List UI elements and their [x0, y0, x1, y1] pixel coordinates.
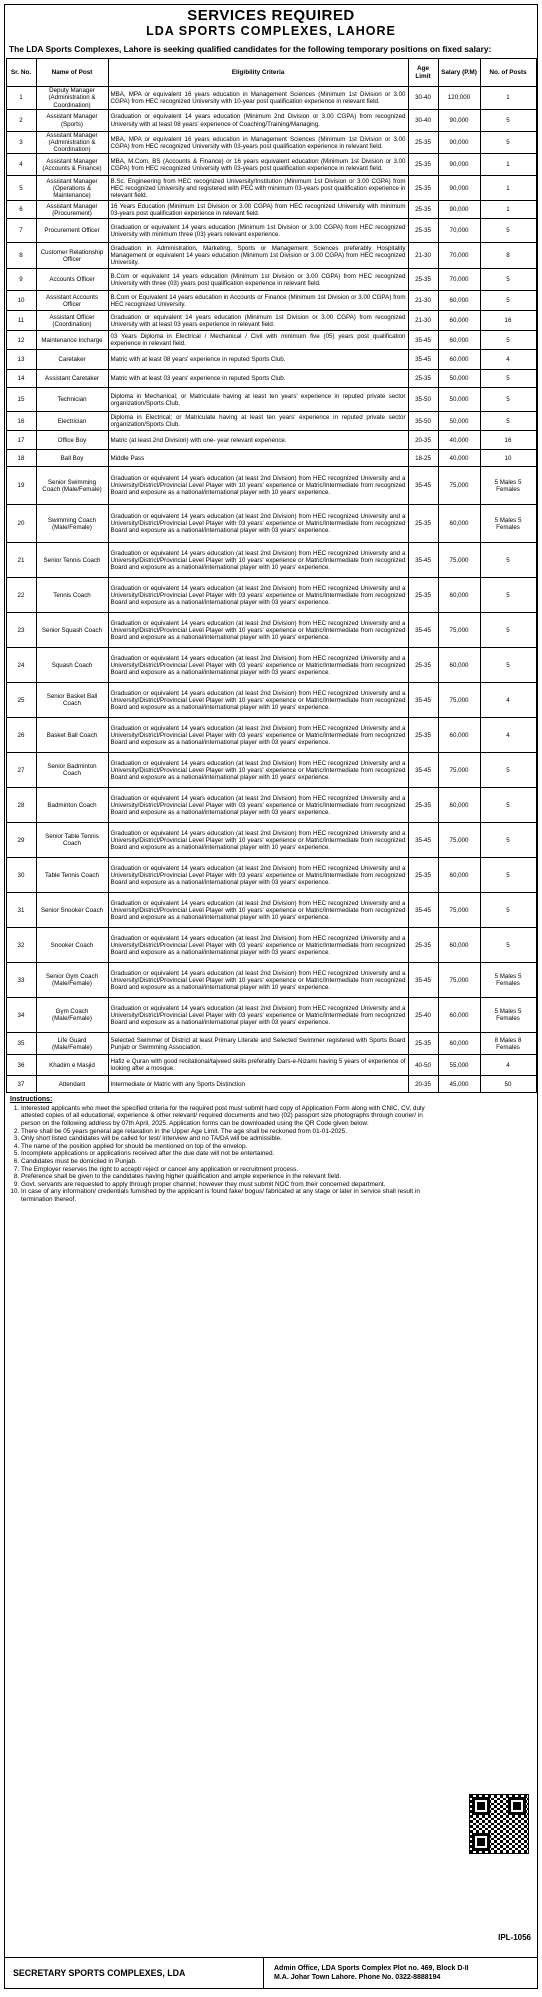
- cell-posts: 5: [480, 132, 536, 154]
- table-row: [6, 219, 536, 243]
- column-header-sr: Sr. No.: [6, 59, 36, 87]
- instruction-item: 8. Preference shall be given to the candidates having higher qualification and ample experience in the relevant field.: [21, 1173, 431, 1181]
- cell-criteria: Graduation or equivalent 14 years education (at least 2nd Division) from HEC recognized University and a University/District/Provincial Level Player with 10 years' experience or Matric/Intermediate from recognized Board and exposure as a national/international player with 10 years' experience.: [108, 963, 408, 998]
- cell-posts: 4: [480, 1055, 536, 1076]
- cell-sr: 4: [6, 154, 36, 176]
- cell-salary: 70,000: [438, 243, 480, 269]
- cell-post: Senior Swimming Coach (Male/Female): [36, 467, 108, 505]
- instructions: [5, 1093, 537, 1203]
- cell-criteria: Selected Swimmer of District at least Primary Literate and Selected Swimmer registered with Sports Board Punjab or Swimming Association.: [108, 1033, 408, 1055]
- cell-criteria: Graduation or equivalent 14 years education (at least 2nd Division) from HEC recognized University and a University/District/Provincial Level Player with 10 years' experience or Matric/Intermediate from recognized Board and exposure as a national/international player with 10 years' experience.: [108, 543, 408, 578]
- intro-text: The LDA Sports Complexes, Lahore is seeking qualified candidates for the following temporary positions on fixed salary:: [9, 44, 492, 54]
- cell-post: Assistant Caretaker: [36, 370, 108, 388]
- instruction-item: 9. Govt. servants are requested to apply through proper channel; however they must submit NOC from their concerned department.: [21, 1181, 431, 1189]
- cell-posts: 50: [480, 1076, 536, 1093]
- cell-sr: 23: [6, 613, 36, 648]
- cell-age: 35-45: [408, 467, 438, 505]
- cell-post: Deputy Manager (Administration & Coordination): [36, 87, 108, 110]
- cell-salary: 50,000: [438, 412, 480, 431]
- cell-sr: 10: [6, 291, 36, 311]
- table-row: [6, 1076, 536, 1093]
- cell-age: 35-50: [408, 388, 438, 412]
- cell-post: Senior Gym Coach (Male/Female): [36, 963, 108, 998]
- cell-post: Accounts Officer: [36, 269, 108, 291]
- cell-salary: 90,000: [438, 110, 480, 132]
- ipl-number: IPL-1056: [498, 1933, 531, 1942]
- cell-sr: 34: [6, 998, 36, 1033]
- cell-sr: 2: [6, 110, 36, 132]
- cell-posts: 5 Males 5 Females: [480, 963, 536, 998]
- cell-posts: 5: [480, 291, 536, 311]
- cell-posts: 5: [480, 893, 536, 928]
- cell-sr: 12: [6, 331, 36, 350]
- table-row: [6, 788, 536, 823]
- cell-salary: 75,000: [438, 753, 480, 788]
- cell-post: Life Guard (Male/Female): [36, 1033, 108, 1055]
- cell-salary: 75,000: [438, 823, 480, 858]
- cell-criteria: Graduation or equivalent 14 years education (at least 2nd Division) from HEC recognized University and a University/District/Provincial Level Player with 03 years' experience or Matric/Intermediate from recognized Board and exposure as a national/international player with 03 years' experience.: [108, 578, 408, 613]
- table-row: [6, 388, 536, 412]
- cell-posts: 5: [480, 928, 536, 963]
- cell-salary: 60,000: [438, 928, 480, 963]
- cell-sr: 35: [6, 1033, 36, 1055]
- cell-age: 25-35: [408, 370, 438, 388]
- cell-age: 25-35: [408, 1033, 438, 1055]
- table-row: [6, 291, 536, 311]
- instruction-item: 4. The name of the position applied for should be mentioned on top of the envelop.: [21, 1143, 431, 1151]
- cell-age: 25-35: [408, 269, 438, 291]
- cell-salary: 40,000: [438, 431, 480, 450]
- cell-criteria: Graduation or equivalent 14 years education (at least 2nd Division) from HEC recognized University and a University/District/Provincial Level Player with 03 years' experience or Matric/Intermediate from recognized Board and exposure as a national/international player with 03 years' experience.: [108, 718, 408, 753]
- cell-sr: 11: [6, 311, 36, 331]
- cell-criteria: Graduation or equivalent 14 years education (at least 2nd Division) from HEC recognized University and a University/District/Provincial Level Player with 10 years' experience or Matric/Intermediate from recognized Board and exposure as a national/international player with 10 years' experience.: [108, 683, 408, 718]
- cell-post: Assistant Accounts Officer: [36, 291, 108, 311]
- table-row: [6, 613, 536, 648]
- cell-age: 20-35: [408, 431, 438, 450]
- footer-address-line: M.A. Johar Town Lahore. Phone No. 0322-8888194: [274, 1974, 441, 1981]
- instruction-item: 1. Interested applicants who meet the specified criteria for the required post must submit hard copy of Application Form along with CNIC, CV, duly attested copies of all educational, experience & other relevant/ required documents and two (02) passport size photographs through courier/ in person on the following address by 07th April, 2025. Application forms can be downloaded using the QR Code given below:: [21, 1105, 431, 1128]
- cell-age: 40-50: [408, 1055, 438, 1076]
- cell-salary: 60,000: [438, 350, 480, 370]
- cell-criteria: Graduation or equivalent 14 years education (at least 2nd Division) from HEC recognized University and a University/District/Provincial Level Player with 10 years' experience or Matric/Intermediate from recognized Board and exposure as a national/international player with 10 years' experience.: [108, 893, 408, 928]
- cell-post: Squash Coach: [36, 648, 108, 683]
- cell-salary: 60,000: [438, 331, 480, 350]
- cell-sr: 36: [6, 1055, 36, 1076]
- footer-address: [264, 1958, 537, 1988]
- cell-post: Maintenance Incharge: [36, 331, 108, 350]
- table-row: [6, 331, 536, 350]
- table-row: [6, 311, 536, 331]
- cell-post: Assistant Manager (Procurement): [36, 201, 108, 219]
- cell-post: Assistant Manager (Sports): [36, 110, 108, 132]
- cell-post: Senior Tennis Coach: [36, 543, 108, 578]
- cell-sr: 18: [6, 450, 36, 467]
- cell-posts: 4: [480, 718, 536, 753]
- cell-sr: 30: [6, 858, 36, 893]
- table-row: [6, 543, 536, 578]
- cell-age: 25-35: [408, 648, 438, 683]
- cell-age: 25-35: [408, 928, 438, 963]
- cell-sr: 28: [6, 788, 36, 823]
- cell-salary: 75,000: [438, 963, 480, 998]
- cell-criteria: Graduation or equivalent 14 years education (at least 2nd Division) from HEC recognized University and a University/District/Provincial Level Player with 10 years' experience or Matric/Intermediate from recognized Board and exposure as a national/international player with 10 years' experience.: [108, 753, 408, 788]
- cell-post: Snooker Coach: [36, 928, 108, 963]
- cell-posts: 8: [480, 243, 536, 269]
- cell-sr: 3: [6, 132, 36, 154]
- column-header-age: Age Limit: [408, 59, 438, 87]
- cell-sr: 26: [6, 718, 36, 753]
- table-row: [6, 350, 536, 370]
- cell-criteria: B.Sc. Engineering from HEC recognized University/Institution (Minimum 1st Division or 3.00 CGPA) from HEC recognized University and registered with PEC with minimum 03-years post qualification experience in relevant field.: [108, 176, 408, 201]
- cell-post: Gym Coach (Male/Female): [36, 998, 108, 1033]
- cell-salary: 60,000: [438, 311, 480, 331]
- cell-salary: 90,000: [438, 176, 480, 201]
- cell-post: Senior Snooker Coach: [36, 893, 108, 928]
- table-row: [6, 431, 536, 450]
- cell-age: 21-30: [408, 243, 438, 269]
- cell-criteria: Matric (at least 2nd Division) with one- year relevant experience.: [108, 431, 408, 450]
- instruction-item: 6. Candidates must be domiciled in Punjab.: [21, 1158, 431, 1166]
- cell-posts: 5: [480, 788, 536, 823]
- cell-post: Senior Table Tennis Coach: [36, 823, 108, 858]
- cell-sr: 20: [6, 505, 36, 543]
- cell-posts: 8 Males 8 Females: [480, 1033, 536, 1055]
- cell-age: 21-30: [408, 311, 438, 331]
- cell-criteria: Graduation or equivalent 14 years education (at least 2nd Division) from HEC recognized University and a University/District/Provincial Level Player with 10 years' experience or Matric/Intermediate from recognized Board and exposure as a national/international player with 10 years' experience.: [108, 823, 408, 858]
- cell-age: 30-40: [408, 110, 438, 132]
- cell-salary: 60,000: [438, 858, 480, 893]
- cell-age: 25-35: [408, 578, 438, 613]
- qr-finder-icon: [472, 1833, 490, 1851]
- cell-age: 35-45: [408, 683, 438, 718]
- cell-sr: 17: [6, 431, 36, 450]
- cell-posts: 16: [480, 311, 536, 331]
- cell-criteria: Diploma in Mechanical; or Matriculate having at least ten years' experience in reputed private sector organization/Sports Club.: [108, 388, 408, 412]
- page-subtitle: LDA SPORTS COMPLEXES, LAHORE: [146, 24, 396, 38]
- cell-criteria: Graduation or equivalent 14 years education (at least 2nd Division) from HEC recognized University and a University/District/Provincial Level Player with 03 years' experience or Matric/Intermediate from recognized Board and exposure as a national/international player with 03 years' experience.: [108, 928, 408, 963]
- qr-finder-icon: [508, 1797, 526, 1815]
- qr-finder-icon: [472, 1797, 490, 1815]
- cell-posts: 5 Males 5 Females: [480, 467, 536, 505]
- cell-salary: 120,000: [438, 87, 480, 110]
- cell-post: Khadim e Masjid: [36, 1055, 108, 1076]
- cell-salary: 60,000: [438, 998, 480, 1033]
- cell-criteria: Graduation or equivalent 14 years education (at least 2nd Division) from HEC recognized University and a University/District/Provincial Level Player with 10 years' experience or Matric/Intermediate from recognized Board and exposure as a national/international player with 10 years' experience.: [108, 613, 408, 648]
- cell-posts: 5 Males 5 Females: [480, 998, 536, 1033]
- cell-sr: 14: [6, 370, 36, 388]
- instructions-heading: Instructions:: [10, 1096, 53, 1104]
- cell-salary: 90,000: [438, 154, 480, 176]
- cell-post: Swimming Coach (Male/Female): [36, 505, 108, 543]
- cell-age: 35-45: [408, 543, 438, 578]
- table-row: [6, 893, 536, 928]
- cell-posts: 10: [480, 450, 536, 467]
- job-advertisement: [4, 4, 538, 1989]
- cell-post: Assistant Officer (Coordination): [36, 311, 108, 331]
- cell-age: 25-40: [408, 998, 438, 1033]
- cell-age: 18-25: [408, 450, 438, 467]
- cell-post: Badminton Coach: [36, 788, 108, 823]
- cell-salary: 70,000: [438, 269, 480, 291]
- cell-age: 35-45: [408, 753, 438, 788]
- cell-sr: 32: [6, 928, 36, 963]
- table-row: [6, 176, 536, 201]
- table-row: [6, 928, 536, 963]
- cell-post: Basket Ball Coach: [36, 718, 108, 753]
- cell-posts: 5: [480, 331, 536, 350]
- cell-salary: 70,000: [438, 219, 480, 243]
- cell-criteria: Hafiz e Quran with good recitational/tajveed skills preferably Dars-e-Nizami having 5 years of experience of looking after a mosque.: [108, 1055, 408, 1076]
- cell-sr: 22: [6, 578, 36, 613]
- cell-sr: 29: [6, 823, 36, 858]
- table-row: [6, 243, 536, 269]
- cell-criteria: Graduation or equivalent 14 years education (Minimum 1st Division or 3.00 CGPA) from recognized University with at least 03 years experience in relevant field.: [108, 311, 408, 331]
- cell-sr: 8: [6, 243, 36, 269]
- cell-age: 30-40: [408, 87, 438, 110]
- cell-posts: 5: [480, 219, 536, 243]
- cell-salary: 75,000: [438, 683, 480, 718]
- cell-sr: 5: [6, 176, 36, 201]
- cell-sr: 1: [6, 87, 36, 110]
- table-header-row: [6, 59, 536, 87]
- cell-posts: 1: [480, 176, 536, 201]
- table-row: [6, 718, 536, 753]
- cell-age: 25-35: [408, 154, 438, 176]
- cell-salary: 90,000: [438, 132, 480, 154]
- cell-criteria: Middle Pass: [108, 450, 408, 467]
- cell-posts: 5: [480, 412, 536, 431]
- cell-criteria: Graduation in Administration, Marketing, Sports or Management Sciences preferably Hospitality Management or equivalent 14 years education (Minimum 1st Division or 3.00 CGPA) from HEC recognized University.: [108, 243, 408, 269]
- table-row: [6, 110, 536, 132]
- table-row: [6, 370, 536, 388]
- cell-post: Table Tennis Coach: [36, 858, 108, 893]
- cell-posts: 5: [480, 269, 536, 291]
- table-row: [6, 823, 536, 858]
- cell-salary: 50,000: [438, 388, 480, 412]
- cell-criteria: Matric with at least 03 years' experience in reputed Sports Club.: [108, 370, 408, 388]
- cell-post: Customer Relationship Officer: [36, 243, 108, 269]
- cell-salary: 75,000: [438, 613, 480, 648]
- cell-criteria: Graduation or equivalent 14 years education (Minimum 1st Division or 3.00 CGPA) from HEC recognized University with minimum three (03) years relevant experience.: [108, 219, 408, 243]
- positions-table: [6, 58, 537, 1093]
- cell-age: 25-35: [408, 219, 438, 243]
- cell-posts: 5: [480, 388, 536, 412]
- cell-age: 25-35: [408, 132, 438, 154]
- cell-sr: 9: [6, 269, 36, 291]
- table-row: [6, 578, 536, 613]
- cell-posts: 4: [480, 350, 536, 370]
- column-header-criteria: Eligibility Criteria: [108, 59, 408, 87]
- cell-sr: 24: [6, 648, 36, 683]
- cell-post: Tennis Coach: [36, 578, 108, 613]
- table-row: [6, 467, 536, 505]
- cell-posts: 1: [480, 87, 536, 110]
- table-row: [6, 683, 536, 718]
- instruction-item: 7. The Employer reserves the right to accept/ reject or cancel any application or recruitment process.: [21, 1166, 431, 1174]
- cell-posts: 5: [480, 370, 536, 388]
- cell-posts: 16: [480, 431, 536, 450]
- cell-post: Caretaker: [36, 350, 108, 370]
- table-row: [6, 132, 536, 154]
- cell-criteria: Graduation or equivalent 14 years education (at least 2nd Division) from HEC recognized University and a University/District/Provincial Level Player with 03 years' experience or Matric/Intermediate from recognized Board and exposure as a national/international player with 03 years' experience.: [108, 505, 408, 543]
- cell-post: Attendant: [36, 1076, 108, 1093]
- cell-posts: 4: [480, 683, 536, 718]
- cell-age: 25-35: [408, 176, 438, 201]
- cell-criteria: MBA, MPA or equivalent 16 years education in Management Sciences (Minimum 1st Division or 3.00 CGPA) from HEC recognized University with 10-year post qualification experience in relevant field.: [108, 87, 408, 110]
- cell-criteria: B.Com or Equivalent 14 years education in Accounts or Finance (Minimum 1st Division or 3.00 CGPA) from HEC recognized University.: [108, 291, 408, 311]
- cell-sr: 6: [6, 201, 36, 219]
- instruction-item: 10. In case of any information/ credentials furnished by the applicant is found fake/ bogus/ fabricated at any stage or later in service shall result in termination thereof.: [21, 1188, 431, 1203]
- cell-posts: 5: [480, 613, 536, 648]
- cell-salary: 90,000: [438, 201, 480, 219]
- cell-sr: 15: [6, 388, 36, 412]
- cell-post: Office Boy: [36, 431, 108, 450]
- instructions-list: [10, 1105, 431, 1204]
- table-row: [6, 269, 536, 291]
- cell-posts: 5: [480, 578, 536, 613]
- cell-criteria: Graduation or equivalent 14 years education (at least 2nd Division) from HEC recognized University and a University/District/Provincial Level Player with 03 years' experience or Matric/Intermediate from recognized Board and exposure as a national/international player with 03 years' experience.: [108, 788, 408, 823]
- table-row: [6, 753, 536, 788]
- cell-criteria: Matric with at least 08 years' experience in reputed Sports Club.: [108, 350, 408, 370]
- cell-salary: 75,000: [438, 467, 480, 505]
- cell-age: 20-35: [408, 1076, 438, 1093]
- cell-salary: 45,000: [438, 1076, 480, 1093]
- cell-posts: 5: [480, 543, 536, 578]
- table-row: [6, 505, 536, 543]
- cell-posts: 5: [480, 823, 536, 858]
- cell-criteria: Diploma in Electrical; or Matriculate having at least ten years' experience in reputed private sector organization/Sports Club.: [108, 412, 408, 431]
- cell-age: 25-35: [408, 201, 438, 219]
- cell-age: 35-45: [408, 331, 438, 350]
- cell-post: Assistant Manager (Accounts & Finance): [36, 154, 108, 176]
- cell-posts: 1: [480, 201, 536, 219]
- cell-criteria: Graduation or equivalent 14 years education (at least 2nd Division) from HEC recognized University and a University/District/Provincial Level Player with 03 years' experience or Matric/Intermediate from recognized Board and exposure as a national/international player with 03 years' experience.: [108, 858, 408, 893]
- cell-posts: 5: [480, 110, 536, 132]
- cell-age: 25-35: [408, 505, 438, 543]
- cell-salary: 75,000: [438, 893, 480, 928]
- cell-criteria: 16 Years Education (Minimum 1st Division or 3.00 CGPA) from HEC recognized University with minimum 03-years post qualification experience in relevant field.: [108, 201, 408, 219]
- table-row: [6, 648, 536, 683]
- cell-posts: 5: [480, 753, 536, 788]
- cell-sr: 33: [6, 963, 36, 998]
- cell-salary: 50,000: [438, 370, 480, 388]
- cell-sr: 21: [6, 543, 36, 578]
- table-row: [6, 1055, 536, 1076]
- cell-sr: 31: [6, 893, 36, 928]
- table-row: [6, 201, 536, 219]
- footer-address-line: Admin Office, LDA Sports Complex Plot no. 469, Block D-II: [274, 1965, 469, 1972]
- cell-criteria: 03 Years Diploma in Electrical / Mechanical / Civil with minimum five (05) years post qualification experience in relevant field.: [108, 331, 408, 350]
- cell-post: Electrician: [36, 412, 108, 431]
- cell-sr: 13: [6, 350, 36, 370]
- cell-criteria: Graduation or equivalent 14 years education (at least 2nd Division) from HEC recognized University and a University/District/Provincial Level Player with 10 years' experience or Matric/Intermediate from recognized Board and exposure as a national/international player with 10 years' experience.: [108, 467, 408, 505]
- cell-criteria: Graduation or equivalent 14 years education (Minimum 2nd Division or 3.00 CGPA) from recognized University with at least 08 years' experience of Coaching/Training/Managing.: [108, 110, 408, 132]
- cell-sr: 19: [6, 467, 36, 505]
- cell-age: 35-50: [408, 412, 438, 431]
- cell-post: Assistant Manager (Operations & Maintenance): [36, 176, 108, 201]
- page-title: SERVICES REQUIRED: [187, 7, 355, 24]
- footer: [5, 1957, 537, 1988]
- column-header-posts: No. of Posts: [480, 59, 536, 87]
- cell-sr: 7: [6, 219, 36, 243]
- cell-age: 25-35: [408, 788, 438, 823]
- cell-posts: 5: [480, 858, 536, 893]
- table-row: [6, 858, 536, 893]
- cell-post: Procurement Officer: [36, 219, 108, 243]
- cell-age: 35-45: [408, 963, 438, 998]
- cell-criteria: MBA, MPA or equivalent 16 years education in Management Sciences (Minimum 1st Division or 3.00 CGPA) from HEC recognized University with 03-years post qualification experience in relevant field.: [108, 132, 408, 154]
- cell-post: Senior Squash Coach: [36, 613, 108, 648]
- cell-sr: 25: [6, 683, 36, 718]
- cell-post: Technician: [36, 388, 108, 412]
- cell-salary: 60,000: [438, 291, 480, 311]
- column-header-post: Name of Post: [36, 59, 108, 87]
- table-row: [6, 450, 536, 467]
- cell-age: 25-35: [408, 858, 438, 893]
- cell-sr: 27: [6, 753, 36, 788]
- cell-age: 25-35: [408, 718, 438, 753]
- cell-salary: 60,000: [438, 788, 480, 823]
- header: [5, 5, 537, 38]
- cell-salary: 60,000: [438, 505, 480, 543]
- table-row: [6, 998, 536, 1033]
- qr-code-icon[interactable]: [469, 1794, 529, 1854]
- cell-sr: 37: [6, 1076, 36, 1093]
- cell-salary: 60,000: [438, 1033, 480, 1055]
- table-row: [6, 412, 536, 431]
- cell-age: 21-30: [408, 291, 438, 311]
- table-row: [6, 87, 536, 110]
- cell-age: 35-45: [408, 893, 438, 928]
- cell-salary: 40,000: [438, 450, 480, 467]
- cell-salary: 55,000: [438, 1055, 480, 1076]
- cell-posts: 1: [480, 154, 536, 176]
- cell-sr: 16: [6, 412, 36, 431]
- cell-criteria: Graduation or equivalent 14 years education (at least 2nd Division) from HEC recognized University and a University/District/Provincial Level Player with 03 years' experience or Matric/Intermediate from recognized Board and exposure as a national/international player with 03 years' experience.: [108, 648, 408, 683]
- cell-criteria: Graduation or equivalent 14 years education (at least 2nd Division) from HEC recognized University and a University/District/Provincial Level Player with 03 years' experience or Matric/Intermediate from recognized Board and exposure as a national/international player with 03 years' experience.: [108, 998, 408, 1033]
- cell-post: Senior Basket Ball Coach: [36, 683, 108, 718]
- cell-criteria: MBA, M.Com, BS (Accounts & Finance) or 16 years equivalent education (Minimum 1st Division or 3.00 CGPA) from HEC recognized University with 03-years post qualification experience in relevant field.: [108, 154, 408, 176]
- column-header-salary: Salary (P.M): [438, 59, 480, 87]
- cell-post: Senior Badminton Coach: [36, 753, 108, 788]
- table-row: [6, 963, 536, 998]
- cell-criteria: B.Com or equivalent 14 years education (Minimum 1st Division or 3.00 CGPA) from HEC recognized University with three (03) years post qualification experience in relevant field.: [108, 269, 408, 291]
- cell-salary: 60,000: [438, 578, 480, 613]
- cell-age: 35-45: [408, 823, 438, 858]
- cell-salary: 60,000: [438, 718, 480, 753]
- table-body: [6, 87, 536, 1093]
- table-row: [6, 154, 536, 176]
- cell-salary: 60,000: [438, 648, 480, 683]
- cell-age: 35-45: [408, 613, 438, 648]
- instruction-item: 2. There shall be 05 years general age relaxation in the Upper Age Limit. The age shall be reckoned from 01-01-2025.: [21, 1128, 431, 1136]
- instruction-item: 3. Only short listed candidates will be called for test/ interview and no TA/DA will be admissible.: [21, 1135, 431, 1143]
- cell-posts: 5 Males 5 Females: [480, 505, 536, 543]
- table-row: [6, 1033, 536, 1055]
- cell-age: 35-45: [408, 350, 438, 370]
- cell-salary: 75,000: [438, 543, 480, 578]
- cell-post: Assistant Manager (Administration & Coordination): [36, 132, 108, 154]
- cell-post: Ball Boy: [36, 450, 108, 467]
- cell-criteria: Intermediate or Matric with any Sports Distinction: [108, 1076, 408, 1093]
- instruction-item: 5. Incomplete applications or applications received after the due date will not be entertained.: [21, 1150, 431, 1158]
- cell-posts: 5: [480, 648, 536, 683]
- footer-secretary: SECRETARY SPORTS COMPLEXES, LDA: [5, 1958, 264, 1988]
